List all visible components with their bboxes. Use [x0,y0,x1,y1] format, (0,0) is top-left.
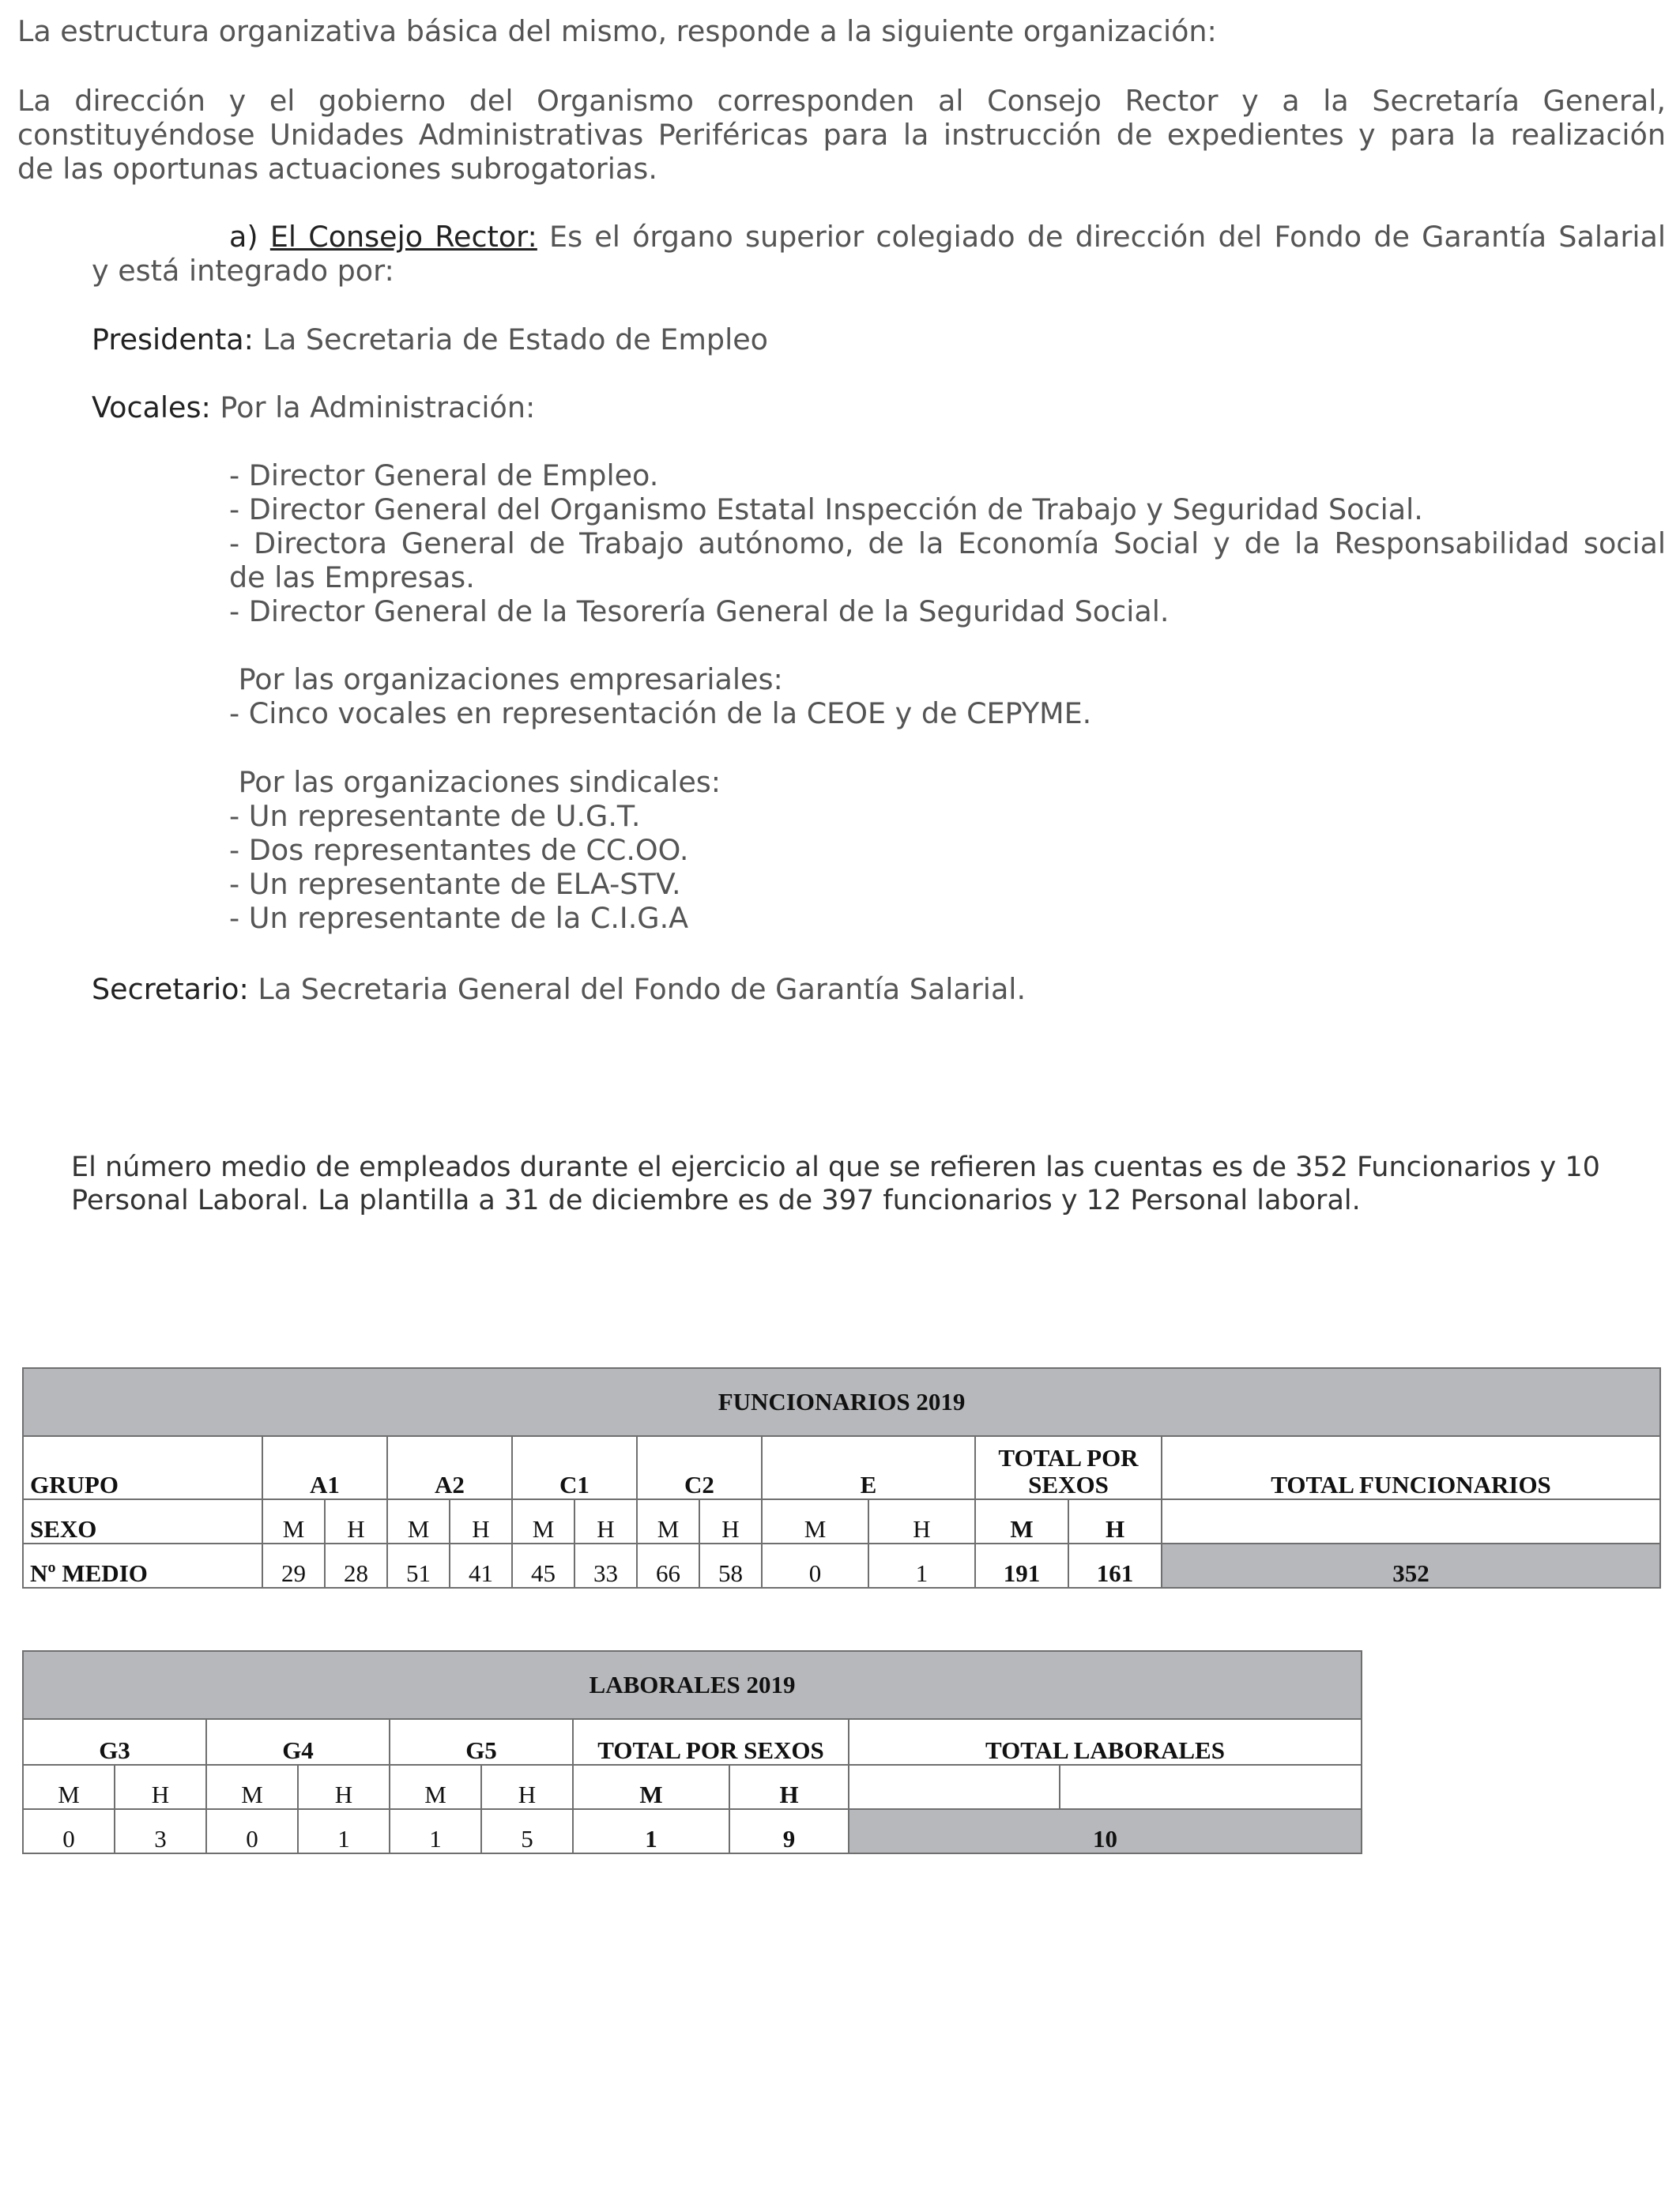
sex-cell: M [573,1765,729,1809]
value-cell: 5 [481,1809,573,1853]
list-item: - Director General del Organismo Estatal Inspección de Trabajo y Seguridad Social. [229,492,1423,526]
total-funcionarios-header: TOTAL FUNCIONARIOS [1162,1436,1660,1499]
value-cell: 51 [387,1544,450,1588]
sex-cell: H [699,1499,762,1544]
group-header: E [762,1436,975,1499]
consejo-prefix: a) [229,220,270,254]
sex-cell: M [637,1499,699,1544]
list-item: de las Empresas. [229,560,475,594]
group-header: G4 [206,1719,390,1765]
list-item: - Un representante de la C.I.G.A [229,901,689,935]
value-cell: 1 [868,1544,975,1588]
group-header: C2 [637,1436,762,1499]
secretario-label: Secretario: [92,972,249,1006]
sindicales-heading: Por las organizaciones sindicales: [229,765,721,799]
consejo-heading: El Consejo Rector: [269,220,537,254]
sex-cell: H [325,1499,387,1544]
vocales-label: Vocales: [92,390,211,424]
value-cell: 58 [699,1544,762,1588]
value-cell: 41 [450,1544,512,1588]
group-header: A2 [387,1436,512,1499]
total-sexos-header: TOTAL POR SEXOS [975,1436,1162,1499]
consejo-rector-block [92,220,1666,288]
empty-cell [1162,1499,1660,1544]
value-cell: 1 [298,1809,390,1853]
list-item: - Director General de Empleo. [229,458,659,492]
value-cell: 0 [762,1544,868,1588]
sex-cell: M [512,1499,574,1544]
direction-paragraph [17,84,1666,186]
funcionarios-table [22,1367,1661,1589]
total-funcionarios-value: 352 [1162,1544,1660,1588]
sex-cell: H [1068,1499,1162,1544]
list-item: - Dos representantes de CC.OO. [229,833,689,867]
consejo-line: y está integrado por: [92,254,394,288]
secretario-value: La Secretaria General del Fondo de Garantía Salarial. [248,972,1026,1006]
list-item: - Un representante de ELA-STV. [229,867,681,901]
value-cell: 1 [390,1809,481,1853]
group-header: A1 [262,1436,387,1499]
value-cell: 1 [573,1809,729,1853]
empleados-paragraph [71,1151,1600,1217]
total-laborales-value: 10 [849,1809,1362,1853]
value-cell: 191 [975,1544,1068,1588]
presidenta-line [92,322,768,356]
value-cell: 66 [637,1544,699,1588]
empty-cell [849,1765,1060,1809]
medio-label: Nº MEDIO [23,1544,262,1588]
presidenta-label: Presidenta: [92,322,254,356]
value-cell: 0 [23,1809,115,1853]
sex-cell: H [868,1499,975,1544]
group-header: G3 [23,1719,206,1765]
paragraph-line: La dirección y el gobierno del Organismo corresponden al Consejo Rector y a la Secretaría General, [17,84,1666,118]
total-laborales-header: TOTAL LABORALES [849,1719,1362,1765]
value-cell: 45 [512,1544,574,1588]
paragraph-line: constituyéndose Unidades Administrativas Periféricas para la instrucción de expedientes y para la realización [17,118,1666,152]
sex-cell: M [262,1499,325,1544]
grupo-label: GRUPO [23,1436,262,1499]
empty-cell [1060,1765,1362,1809]
intro-text: La estructura organizativa básica del mismo, responde a la siguiente organización: [17,14,1217,48]
sex-cell: H [574,1499,637,1544]
sex-cell: M [390,1765,481,1809]
empresariales-heading: Por las organizaciones empresariales: [229,662,783,696]
laborales-title: LABORALES 2019 [23,1651,1362,1719]
laborales-table [22,1650,1362,1854]
presidenta-value: La Secretaria de Estado de Empleo [253,322,769,356]
sex-cell: H [481,1765,573,1809]
sex-cell: M [206,1765,298,1809]
sex-cell: M [762,1499,868,1544]
value-cell: 9 [729,1809,849,1853]
vocales-value: Por la Administración: [210,390,536,424]
administracion-list [229,458,1666,628]
value-cell: 33 [574,1544,637,1588]
sex-cell: M [23,1765,115,1809]
consejo-text: Es el órgano superior colegiado de dirección del Fondo de Garantía Salarial [537,220,1666,254]
sex-cell: H [450,1499,512,1544]
sex-cell: H [298,1765,390,1809]
sex-cell: H [115,1765,206,1809]
sexo-label: SEXO [23,1499,262,1544]
sindicales-block [229,765,721,935]
secretario-line [92,972,1026,1006]
sex-cell: H [729,1765,849,1809]
vocales-line [92,390,535,424]
value-cell: 28 [325,1544,387,1588]
group-header: C1 [512,1436,637,1499]
value-cell: 161 [1068,1544,1162,1588]
list-item: - Directora General de Trabajo autónomo, de la Economía Social y de la Responsabilidad social [229,526,1666,560]
sex-cell: M [975,1499,1068,1544]
consejo-line [92,220,1666,254]
list-item: - Director General de la Tesorería General de la Seguridad Social. [229,594,1170,628]
total-sexos-header: TOTAL POR SEXOS [573,1719,849,1765]
value-cell: 29 [262,1544,325,1588]
group-header: G5 [390,1719,573,1765]
funcionarios-title: FUNCIONARIOS 2019 [23,1368,1660,1436]
sex-cell: M [387,1499,450,1544]
empleados-line: El número medio de empleados durante el ejercicio al que se refieren las cuentas es de 352 Funcionarios y 10 [71,1152,1600,1183]
empresariales-block [229,662,1091,730]
paragraph-line: de las oportunas actuaciones subrogatorias. [17,152,657,186]
empleados-line: Personal Laboral. La plantilla a 31 de diciembre es de 397 funcionarios y 12 Personal laboral. [71,1185,1361,1216]
value-cell: 0 [206,1809,298,1853]
list-item: - Cinco vocales en representación de la CEOE y de CEPYME. [229,696,1092,730]
list-item: - Un representante de U.G.T. [229,799,641,833]
value-cell: 3 [115,1809,206,1853]
